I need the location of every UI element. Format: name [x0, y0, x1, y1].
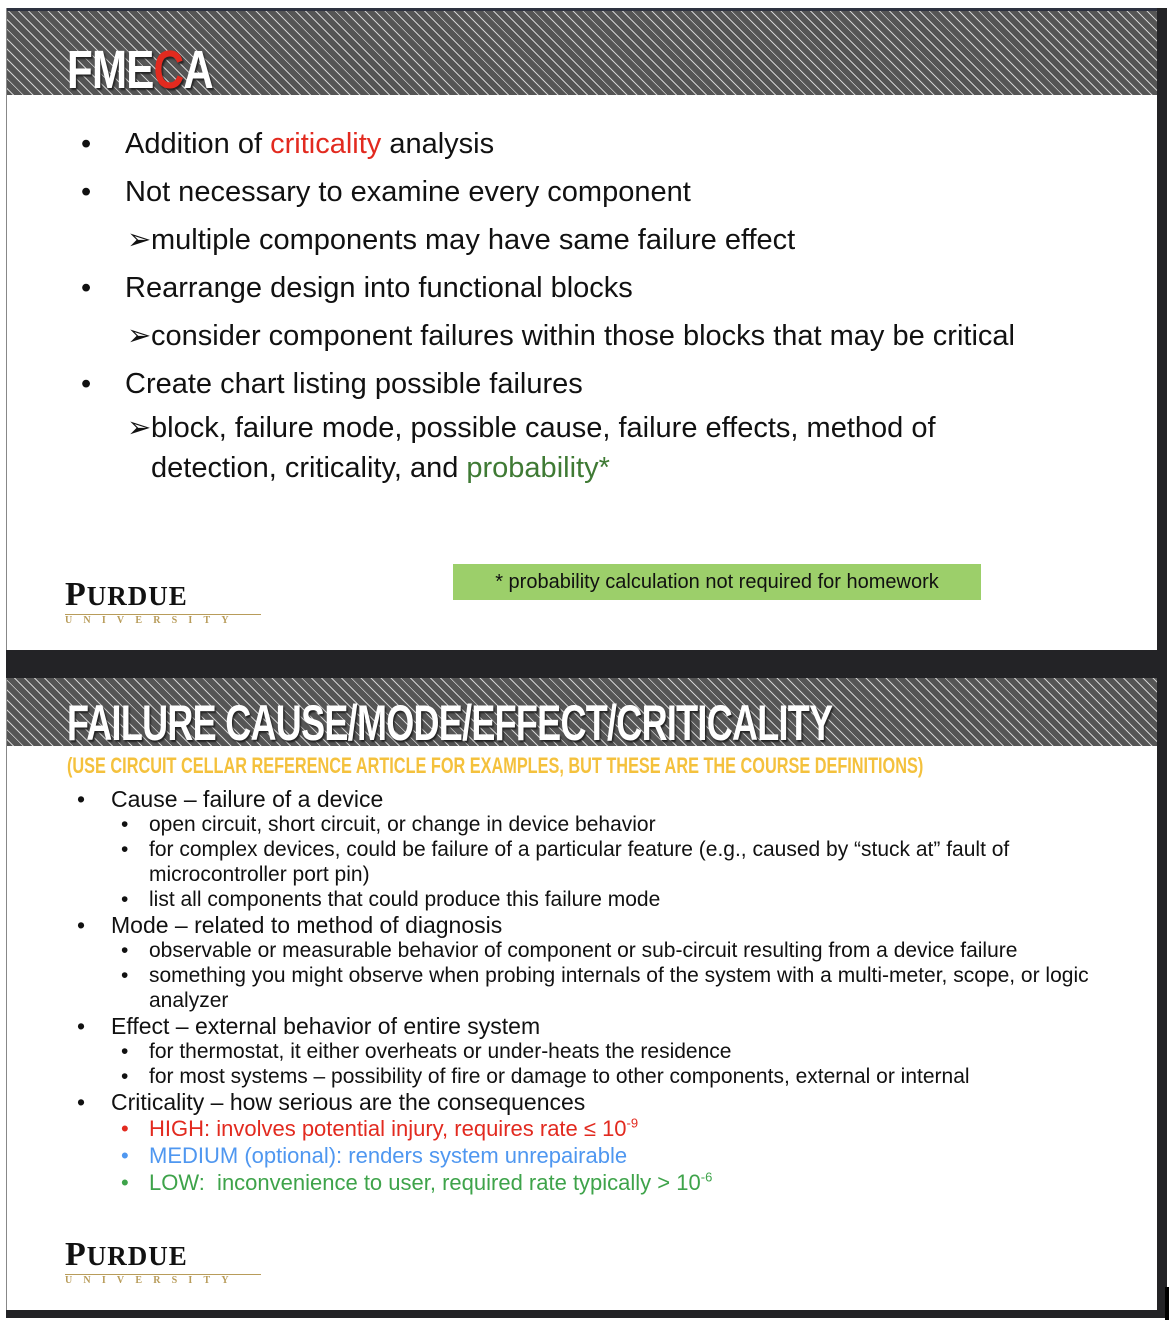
- section-mode: • Mode – related to method of diagnosis: [77, 912, 503, 938]
- bullet-icon: •: [121, 813, 129, 836]
- section-criticality: • Criticality – how serious are the consequences: [77, 1089, 586, 1115]
- bullet-icon: •: [121, 1040, 129, 1063]
- arrow-bullet-icon: ➢: [127, 224, 152, 256]
- slide-separator: [6, 650, 1167, 678]
- slide-frame-right: [1157, 678, 1167, 1318]
- slide-title: FAILURE CAUSE/MODE/EFFECT/CRITICALITY: [67, 695, 833, 751]
- bullet-icon: •: [81, 272, 92, 304]
- bullet-icon: •: [121, 1116, 129, 1141]
- title-highlight-c: C: [153, 40, 184, 100]
- bullet-icon: •: [81, 368, 92, 400]
- bullet-icon: •: [121, 1170, 129, 1195]
- probability-highlight: probability*: [466, 452, 610, 484]
- bullet-icon: •: [77, 1013, 86, 1039]
- list-item: • for most systems – possibility of fire or damage to other components, external or internal: [121, 1065, 970, 1088]
- list-item: • for thermostat, it either overheats or under-heats the residence: [121, 1040, 732, 1063]
- bullet-icon: •: [77, 912, 86, 938]
- bullet-icon: •: [121, 888, 129, 911]
- slide-title: FMECA: [67, 40, 213, 100]
- list-item: • for complex devices, could be failure of a particular feature (e.g., caused by “stuck at” fault of microcontroller port pin): [121, 838, 1010, 886]
- slide-failure-definitions: [6, 678, 1157, 1310]
- purdue-logo: PURDUE UNIVERSITY: [65, 578, 265, 627]
- criticality-highlight: criticality: [270, 128, 382, 160]
- section-effect: • Effect – external behavior of entire system: [77, 1013, 541, 1039]
- section-cause: • Cause – failure of a device: [77, 786, 384, 812]
- slide-subtitle: (USE CIRCUIT CELLAR REFERENCE ARTICLE FOR EXAMPLES, BUT THESE ARE THE COURSE DEFINITIONS): [67, 753, 924, 778]
- bullet-icon: •: [121, 838, 129, 861]
- slide-fmeca: FMECA • Addition of criticality analysis • Not necessary to examine every component ➢multiple components may have same failure effect • Rearrange design into functional blocks ➢consider component failures within those blocks that may be critical • Create chart listing possible failures ➢block, failure mode, possible cause, failure effects, method of detection, criticality, and probability* PURDUE UNIVERSITY * probability calculation not required for homework: [6, 8, 1157, 650]
- list-item: • something you might observe when probing internals of the system with a multi-meter, scope, or logic analyzer: [121, 964, 1089, 1012]
- list-item: • list all components that could produce this failure mode: [121, 888, 661, 911]
- title-bar: [7, 678, 1157, 751]
- criticality-medium: • MEDIUM (optional): renders system unrepairable: [121, 1143, 628, 1168]
- bullet-icon: •: [121, 1065, 129, 1088]
- purdue-logo: PURDUE UNIVERSITY: [65, 1238, 265, 1287]
- bullet-icon: •: [77, 1089, 86, 1115]
- bullet-icon: •: [81, 176, 92, 208]
- bullet-icon: •: [81, 128, 92, 160]
- criticality-low: • LOW: inconvenience to user, required rate typically > $10^{-6}$: [121, 1169, 713, 1195]
- homework-note: * probability calculation not required for homework: [453, 564, 981, 600]
- title-bar: [7, 8, 1157, 100]
- slide-frame-bottom: [6, 1310, 1167, 1318]
- bullet-icon: •: [121, 1143, 129, 1168]
- slide-frame-right: [1157, 8, 1167, 660]
- bullet-icon: •: [121, 939, 129, 962]
- list-item: • observable or measurable behavior of component or sub-circuit resulting from a device failure: [121, 939, 1018, 962]
- list-item: • open circuit, short circuit, or change in device behavior: [121, 813, 656, 836]
- arrow-bullet-icon: ➢: [127, 412, 152, 444]
- bullet-icon: •: [77, 786, 86, 812]
- arrow-bullet-icon: ➢: [127, 320, 152, 352]
- criticality-high: • HIGH: involves potential injury, requires rate ≤ $10^{-9}$: [121, 1115, 639, 1141]
- bullet-icon: •: [121, 964, 129, 987]
- text-cursor: [1165, 1287, 1169, 1320]
- definition-list: [77, 786, 1159, 1196]
